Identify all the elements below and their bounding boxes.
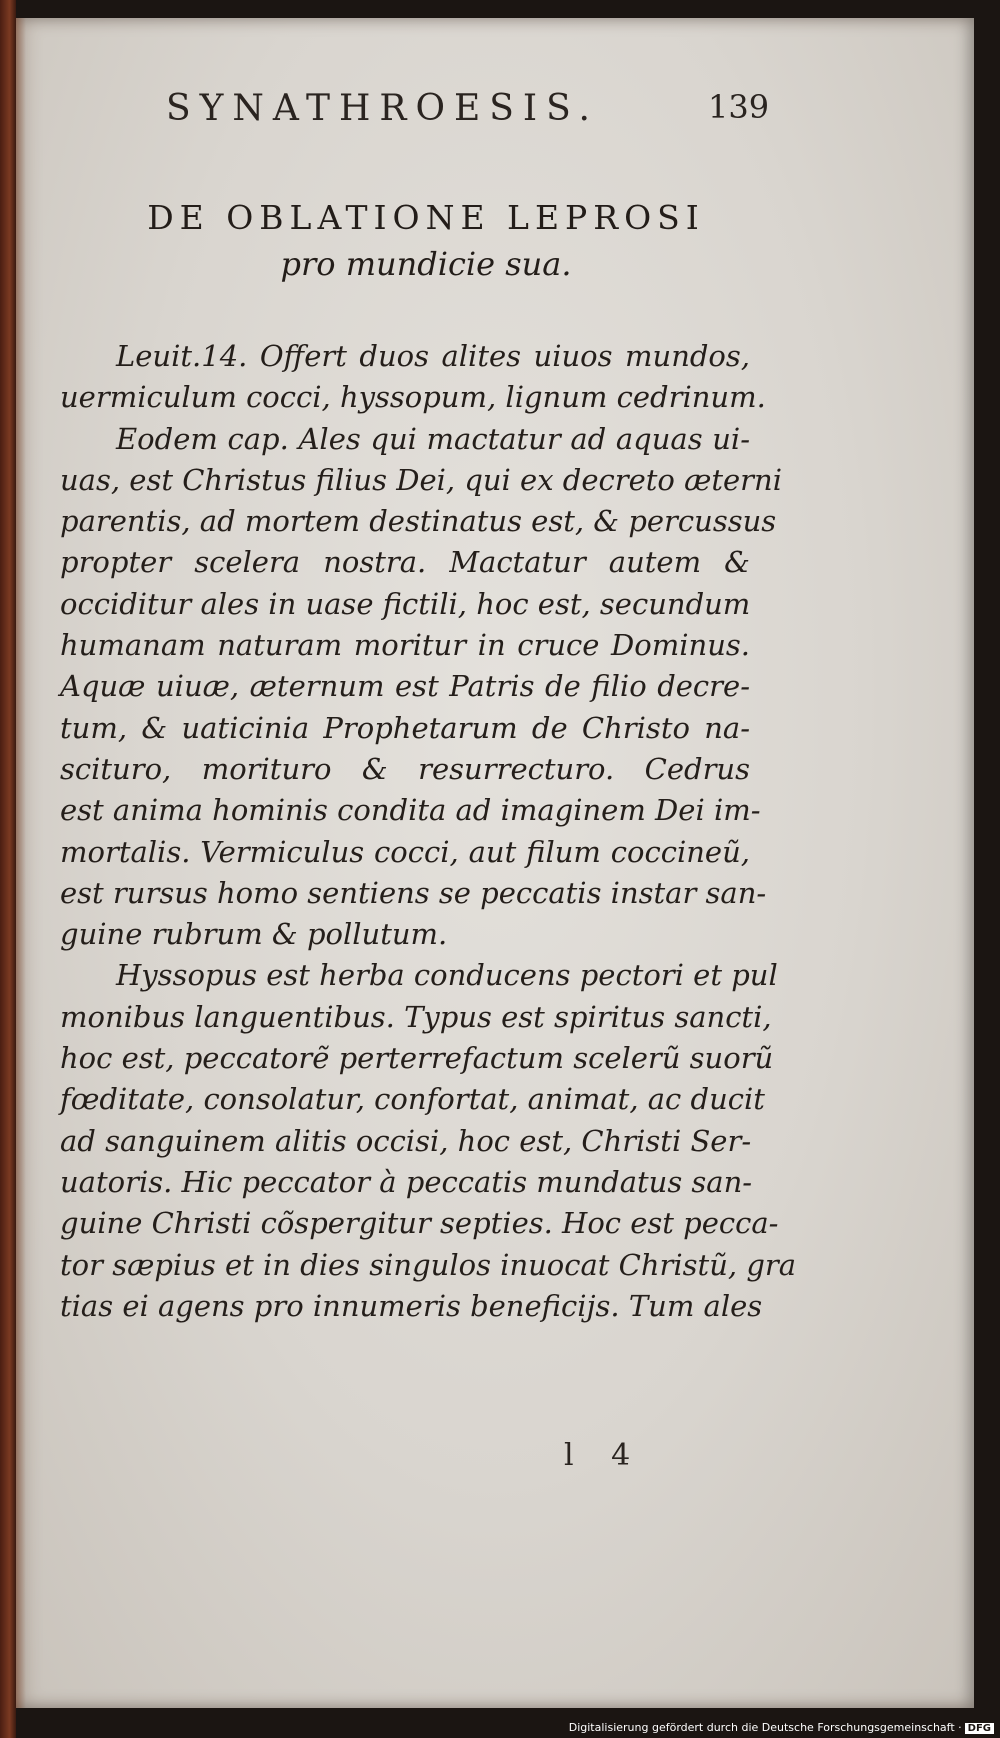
- text-line: uatoris. Hic peccator à peccatis mundatus san-: [60, 1164, 753, 1199]
- text-line: monibus languentibus. Typus est spiritus sancti,: [60, 999, 772, 1034]
- text-line: guine Christi cõspergitur septies. Hoc est pecca-: [60, 1206, 779, 1241]
- chapter-heading: [106, 196, 746, 288]
- running-head: [166, 88, 786, 148]
- text-line: est anima hominis condita ad imaginem Dei im-: [60, 793, 761, 828]
- book-page: [16, 18, 974, 1708]
- text-line: parentis, ad mortem destinatus est, & percussus: [60, 504, 777, 539]
- book-spine-edge: [0, 0, 16, 1738]
- text-line: mortalis. Vermiculus cocci, aut filum coccineũ,: [60, 834, 750, 869]
- text-line: ad sanguinem alitis occisi, hoc est, Christi Ser-: [60, 1123, 752, 1158]
- chapter-heading-line-1: DE OBLATIONE LEPROSI: [147, 198, 705, 237]
- running-head-title: SYNATHROESIS.: [166, 88, 599, 129]
- text-line: scituro, morituro & resurrecturo. Cedrus: [60, 751, 750, 786]
- credit-text: Digitalisierung gefördert durch die Deutsche Forschungsgemeinschaft ·: [568, 1721, 962, 1734]
- body-text: [60, 336, 797, 1327]
- text-line: tor sæpius et in dies singulos inuocat Christũ, gra: [60, 1247, 797, 1282]
- text-line: guine rubrum & pollutum.: [60, 917, 448, 952]
- text-line: tias ei agens pro innumeris beneficijs. Tum ales: [60, 1288, 763, 1323]
- text-line: humanam naturam moritur in cruce Dominus.: [60, 628, 750, 663]
- text-line: uas, est Christus filius Dei, qui ex decreto æterni: [60, 462, 782, 497]
- digitization-credit: [569, 1721, 994, 1734]
- dfg-logo: DFG: [965, 1723, 994, 1734]
- text-line: hoc est, peccatorẽ perterrefactum scelerũ suorũ: [60, 1041, 774, 1076]
- text-line: fœditate, consolatur, confortat, animat, ac ducit: [60, 1082, 765, 1117]
- text-line: occiditur ales in uase fictili, hoc est, secundum: [60, 586, 751, 621]
- text-line: est rursus homo sentiens se peccatis instar san-: [60, 875, 767, 910]
- page-number: 139: [708, 88, 770, 126]
- text-line: uermiculum cocci, hyssopum, lignum cedrinum.: [60, 380, 766, 415]
- text-line: Aquæ uiuæ, æternum est Patris de filio decre-: [60, 669, 750, 704]
- text-line: Hyssopus est herba conducens pectori et pul: [116, 958, 778, 993]
- text-line: tum, & uaticinia Prophetarum de Christo na-: [60, 710, 750, 745]
- signature-mark: l 4: [564, 1438, 645, 1473]
- text-line: Leuit.14. Offert duos alites uiuos mundos,: [116, 339, 750, 373]
- chapter-heading-line-2: pro mundicie sua.: [280, 245, 572, 283]
- text-line: Eodem cap. Ales qui mactatur ad aquas ui-: [116, 421, 750, 456]
- text-line: propter scelera nostra. Mactatur autem &: [60, 545, 750, 580]
